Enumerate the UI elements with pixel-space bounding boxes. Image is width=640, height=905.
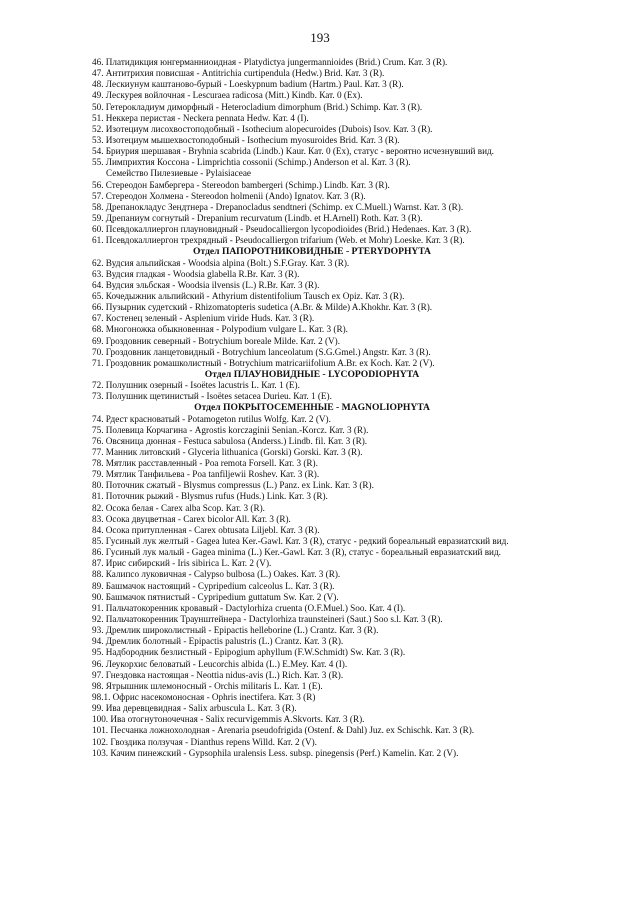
species-entry: 97. Гнездовка настоящая - Neottia nidus-avis (L.) Rich. Кат. 3 (R).	[92, 669, 344, 680]
species-entry: 74. Рдест красноватый - Potamogeton rutilus Wolfg. Кат. 2 (V).	[92, 413, 331, 424]
species-entry: 100. Ива отогнутоночечная - Salix recurvigemmis A.Skvorts. Кат. 3 (R).	[92, 714, 365, 725]
species-entry: 57. Стереодон Холмена - Stereodon holmenii (Ando) Ignatov. Кат. 3 (R).	[92, 190, 366, 201]
species-entry: 73. Полушник щетинистый - Isoëtes setacea Durieu. Кат. 1 (E).	[92, 391, 332, 402]
species-entry: 77. Манник литовский - Glyceria lithuanica (Gorski) Gorski. Кат. 3 (R).	[92, 446, 363, 457]
division-heading: Отдел ПАПОРОТНИКОВИДНЫЕ - PTERYDOPHYTA	[193, 246, 431, 258]
species-entry: 89. Башмачок настоящий - Cypripedium calceolus L. Кат. 3 (R).	[92, 580, 335, 591]
species-entry: 84. Осока притупленная - Carex obtusata Liljebl. Кат. 3 (R).	[92, 524, 320, 535]
species-entry: 102. Гвоздика ползучая - Dianthus repens Willd. Кат. 2 (V).	[92, 736, 317, 747]
species-entry: 70. Гроздовник ланцетовидный - Botrychium lanceolatum (S.G.Gmel.) Angstr. Кат. 3 (R).	[92, 346, 431, 357]
species-entry: 103. Качим пинежский - Gypsophila uralensis Less. subsp. pinegensis (Perf.) Kamelin. Кат. 2 (V).	[92, 747, 459, 758]
species-entry: 55. Лимприхтия Коссона - Limprichtia cossonii (Schimp.) Anderson et al. Кат. 3 (R).	[92, 157, 411, 168]
species-entry: 53. Изотециум мышехвостоподобный - Isothecium myosuroides Brid. Кат. 3 (R).	[92, 134, 400, 145]
species-entry: 87. Ирис сибирский - Iris sibirica L. Кат. 2 (V).	[92, 558, 272, 569]
family-subheading: Семейство Пилезиевые - Pylaisiaceae	[106, 168, 251, 179]
species-list	[92, 57, 632, 759]
species-entry: 60. Псевдокаллиергон плауновидный - Pseudocalliergon lycopodioides (Brid.) Hedenaes. Кат. 3 (R).	[92, 224, 472, 235]
species-entry: 76. Овсяница дюнная - Festuca sabulosa (Anderss.) Lindb. fil. Кат. 3 (R).	[92, 435, 368, 446]
species-entry: 52. Изотециум лисохвостоподобный - Isothecium alopecuroides (Dubois) Isov. Кат. 3 (R).	[92, 123, 433, 134]
species-entry: 50. Гетерокладиум диморфный - Heterocladium dimorphum (Brid.) Schimp. Кат. 3 (R).	[92, 101, 423, 112]
species-entry: 86. Гусиный лук малый - Gagea minima (L.) Ker.-Gawl. Кат. 3 (R), статус - бореальный евразиатский вид.	[92, 547, 501, 558]
species-entry: 61. Псевдокаллиергон трехрядный - Pseudocalliergon trifarium (Web. et Mohr) Loeske. Кат. 3 (R).	[92, 235, 465, 246]
species-entry: 48. Лескиунум каштаново-бурый - Loeskypnum badium (Hartm.) Paul. Кат. 3 (R).	[92, 79, 404, 90]
species-entry: 58. Дрепанокладус Зендтнера - Drepanocladus sendtneri (Schimp. ex C.Muell.) Warnst. Кат. 3 (R).	[92, 201, 464, 212]
species-entry: 81. Поточник рыжий - Blysmus rufus (Huds.) Link. Кат. 3 (R).	[92, 491, 328, 502]
species-entry: 83. Осока двуцветная - Carex bicolor All. Кат. 3 (R).	[92, 513, 291, 524]
species-entry: 47. Антитрихия повисшая - Antitrichia curtipendula (Hedw.) Brid. Кат. 3 (R).	[92, 68, 385, 79]
species-entry: 51. Неккера перистая - Neckera pennata Hedw. Кат. 4 (I).	[92, 112, 309, 123]
species-entry: 75. Полевица Корчагина - Agrostis korczaginii Senian.-Korcz. Кат. 3 (R).	[92, 424, 369, 435]
species-entry: 90. Башмачок пятнистый - Cypripedium guttatum Sw. Кат. 2 (V).	[92, 591, 339, 602]
species-entry: 98. Ятрышник шлемоносный - Orchis militaris L. Кат. 1 (E).	[92, 680, 323, 691]
species-entry: 79. Мятлик Танфильева - Poa tanfiljewii Roshev. Кат. 3 (R).	[92, 469, 320, 480]
species-entry: 54. Бриурия шершавая - Bryhnia scabrida (Lindb.) Kaur. Кат. 0 (Ex), статус - вероятно исчезнувший вид.	[92, 146, 494, 157]
species-entry: 56. Стереодон Бамбергера - Stereodon bambergeri (Schimp.) Lindb. Кат. 3 (R).	[92, 179, 390, 190]
division-heading: Отдел ПОКРЫТОСЕМЕННЫЕ - MAGNOLIOPHYTA	[194, 402, 430, 414]
species-entry: 46. Платидикция юнгерманниоидная - Platydictya jungermannioides (Brid.) Crum. Кат. 3 (R).	[92, 57, 448, 67]
species-entry: 71. Гроздовник ромашколистный - Botrychium matricariifolium A.Br. ex Koch. Кат. 2 (V).	[92, 357, 435, 368]
species-entry: 99. Ива деревцевидная - Salix arbuscula L. Кат. 3 (R).	[92, 703, 297, 714]
species-entry: 59. Дрепаниум согнутый - Drepanium recurvatum (Lindb. et H.Arnell) Roth. Кат. 3 (R).	[92, 212, 423, 223]
species-entry: 72. Полушник озерный - Isoëtes lacustris L. Кат. 1 (E).	[92, 380, 300, 391]
species-entry: 49. Лескурея войлочная - Lescuraea radicosa (Mitt.) Kindb. Кат. 0 (Ex).	[92, 90, 363, 101]
species-entry: 78. Мятлик расставленный - Poa remota Forsell. Кат. 3 (R).	[92, 458, 318, 469]
species-entry: 67. Костенец зеленый - Asplenium viride Huds. Кат. 3 (R).	[92, 313, 315, 324]
species-entry: 82. Осока белая - Carex alba Scop. Кат. 3 (R).	[92, 502, 265, 513]
species-entry: 65. Кочедыжник альпийский - Athyrium distentifolium Tausch ex Opiz. Кат. 3 (R).	[92, 290, 405, 301]
species-entry: 94. Дремлик болотный - Epipactis palustris (L.) Crantz. Кат. 3 (R).	[92, 636, 344, 647]
species-entry: 80. Поточник сжатый - Blysmus compressus (L.) Panz. ex Link. Кат. 3 (R).	[92, 480, 374, 491]
species-entry: 85. Гусиный лук желтый - Gagea lutea Ker.-Gawl. Кат. 3 (R), статус - редкий бореальный евразиатский вид.	[92, 536, 509, 547]
species-entry: 64. Вудсия эльбская - Woodsia ilvensis (L.) R.Br. Кат. 3 (R).	[92, 279, 320, 290]
species-entry: 66. Пузырник судетский - Rhizomatopteris sudetica (A.Br. & Milde) A.Khokhr. Кат. 3 (R).	[92, 302, 433, 313]
species-entry: 88. Калипсо луковичная - Calypso bulbosa (L.) Oakes. Кат. 3 (R).	[92, 569, 341, 580]
species-entry: 92. Пальчатокоренник Траунштейнера - Dactylorhiza traunsteineri (Saut.) Soo s.l. Кат. 3 (R).	[92, 614, 443, 625]
species-entry: 62. Вудсия альпийская - Woodsia alpina (Bolt.) S.F.Gray. Кат. 3 (R).	[92, 257, 350, 268]
species-entry: 96. Леукорхис беловатый - Leucorchis albida (L.) E.Mey. Кат. 4 (I).	[92, 658, 348, 669]
species-entry: 101. Песчанка ложнохолодная - Arenaria pseudofrigida (Ostenf. & Dahl) Juz. ex Schischk. Кат. 3 (R).	[92, 725, 475, 736]
species-entry: 98.1. Офрис насекомоносная - Ophris inectifera. Кат. 3 (R)	[92, 692, 316, 703]
species-entry: 68. Многоножка обыкновенная - Polypodium vulgare L. Кат. 3 (R).	[92, 324, 348, 335]
species-entry: 95. Надбородник безлистный - Epipogium aphyllum (F.W.Schmidt) Sw. Кат. 3 (R).	[92, 647, 406, 658]
species-entry: 91. Пальчатокоренник кровавый - Dactylorhiza cruenta (O.F.Muel.) Soo. Кат. 4 (I).	[92, 602, 406, 613]
page-number: 193	[310, 30, 330, 45]
species-entry: 63. Вудсия гладкая - Woodsia glabella R.Br. Кат. 3 (R).	[92, 268, 300, 279]
division-heading: Отдел ПЛАУНОВИДНЫЕ - LYCOPODIOPHYTA	[204, 368, 420, 380]
species-entry: 93. Дремлик широколистный - Epipactis helleborine (L.) Crantz. Кат. 3 (R).	[92, 625, 379, 636]
species-entry: 69. Гроздовник северный - Botrychium boreale Milde. Кат. 2 (V).	[92, 335, 341, 346]
